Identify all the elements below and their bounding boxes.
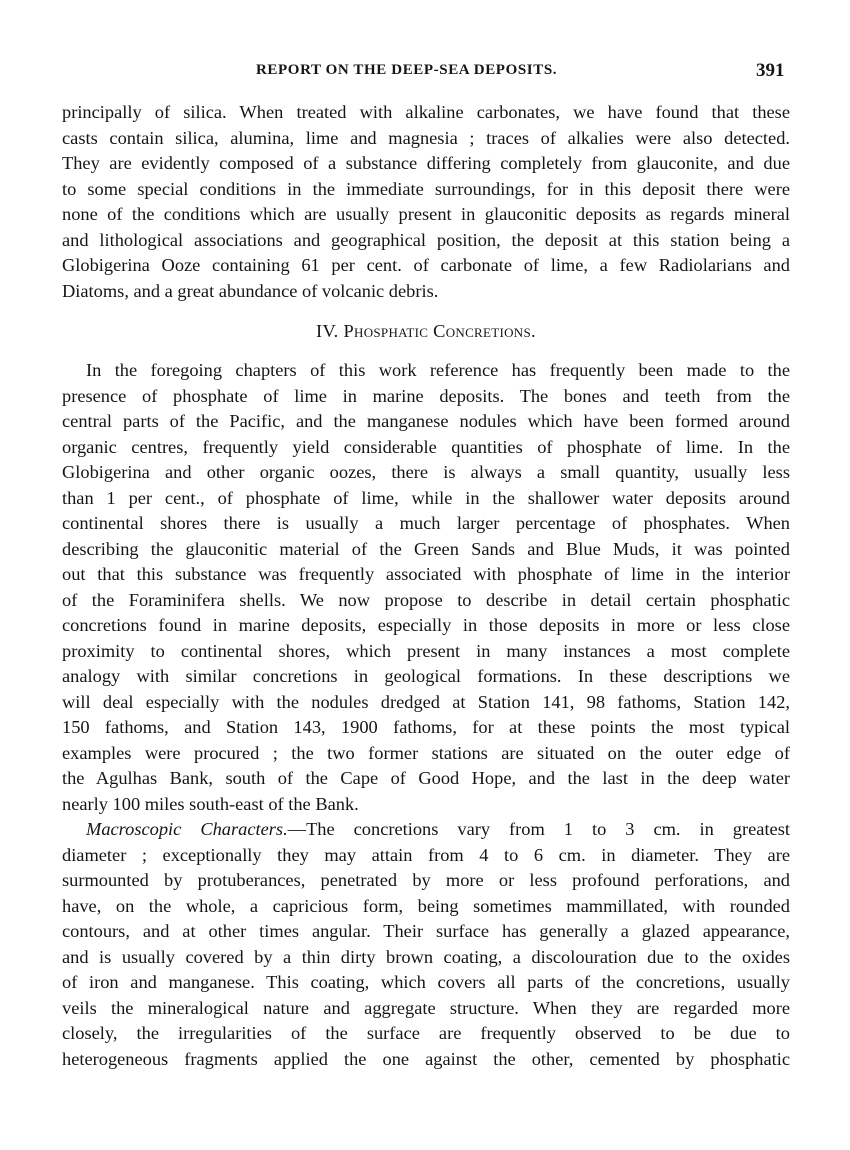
running-header [0,60,850,84]
subsection-lead: Macroscopic Characters. [86,819,288,839]
text-line: analogy with similar concretions in geological formations. In these descriptions we [62,666,790,686]
section-title: Phosphatic Concretions. [343,321,536,341]
text-line: 150 fathoms, and Station 143, 1900 fathoms, for at these points the most typical [62,717,790,737]
text-line: will deal especially with the nodules dredged at Station 141, 98 fathoms, Station 142, [62,691,790,712]
text-line: central parts of the Pacific, and the manganese nodules which have been formed around [62,411,790,431]
text-line: none of the conditions which are usually present in glauconitic deposits as regards mineral [62,204,790,224]
text-line: heterogeneous fragments applied the one against the other, cemented by phosphatic [62,1048,790,1069]
text-line: concretions found in marine deposits, especially in those deposits in more or less close [62,615,790,635]
text-line: In the foregoing chapters of this work reference has frequently been made to the [86,360,790,380]
text-line: contours, and at other times angular. Their surface has generally a glazed appearance, [62,921,790,941]
text-line: have, on the whole, a capricious form, being sometimes mammillated, with rounded [62,895,790,916]
text-line: Diatoms, and a great abundance of volcanic debris. [62,280,439,301]
text-line: Globigerina Ooze containing 61 per cent. of carbonate of lime, a few Radiolarians and [62,255,790,275]
text-line: the Agulhas Bank, south of the Cape of Good Hope, and the last in the deep water [62,768,790,788]
section-numeral: IV. [316,321,339,341]
page-number: 391 [756,60,785,81]
text-line: presence of phosphate of lime in marine deposits. The bones and teeth from the [62,385,790,406]
text-line: surmounted by protuberances, penetrated by more or less profound perforations, and [62,870,790,890]
text-line: They are evidently composed of a substance differing completely from glauconite, and due [62,153,790,173]
text-line-rest: —The concretions vary from 1 to 3 cm. in greatest [287,819,790,839]
text-line: and lithological associations and geographical position, the deposit at this station being a [62,229,790,250]
text-line: and is usually covered by a thin dirty brown coating, a discolouration due to the oxides [62,946,790,967]
paragraph-macroscopic [62,817,790,1072]
text-line: of the Foraminifera shells. We now propose to describe in detail certain phosphatic [62,589,790,610]
text-line: veils the mineralogical nature and aggregate structure. When they are regarded more [62,997,790,1018]
paragraph-phosphate [62,358,790,817]
text-line: describing the glauconitic material of the Green Sands and Blue Muds, it was pointed [62,538,790,559]
text-line: than 1 per cent., of phosphate of lime, while in the shallower water deposits around [62,487,790,508]
text-line: to some special conditions in the immediate surroundings, for in this deposit there were [62,178,790,199]
text-line: closely, the irregularities of the surface are frequently observed to be due to [62,1023,790,1043]
section-heading [62,304,790,358]
text-line: diameter ; exceptionally they may attain from 4 to 6 cm. in diameter. They are [62,844,790,865]
text-line: principally of silica. When treated with alkaline carbonates, we have found that these [62,102,790,122]
text-line: proximity to continental shores, which present in many instances a most complete [62,640,790,661]
text-line: nearly 100 miles south-east of the Bank. [62,793,359,814]
text-line: of iron and manganese. This coating, which covers all parts of the concretions, usually [62,972,790,992]
text-line: examples were procured ; the two former stations are situated on the outer edge of [62,742,790,763]
text-line: continental shores there is usually a much larger percentage of phosphates. When [62,513,790,533]
text-line: casts contain silica, alumina, lime and magnesia ; traces of alkalies were also detected. [62,127,790,148]
text-line [62,817,790,843]
text-line: organic centres, frequently yield considerable quantities of phosphate of lime. In the [62,436,790,457]
text-line: Globigerina and other organic oozes, there is always a small quantity, usually less [62,462,790,482]
running-title: REPORT ON THE DEEP-SEA DEPOSITS. [256,62,558,78]
paragraph-silica [62,100,790,304]
body-text [62,100,790,1072]
text-line: out that this substance was frequently associated with phosphate of lime in the interior [62,564,790,584]
